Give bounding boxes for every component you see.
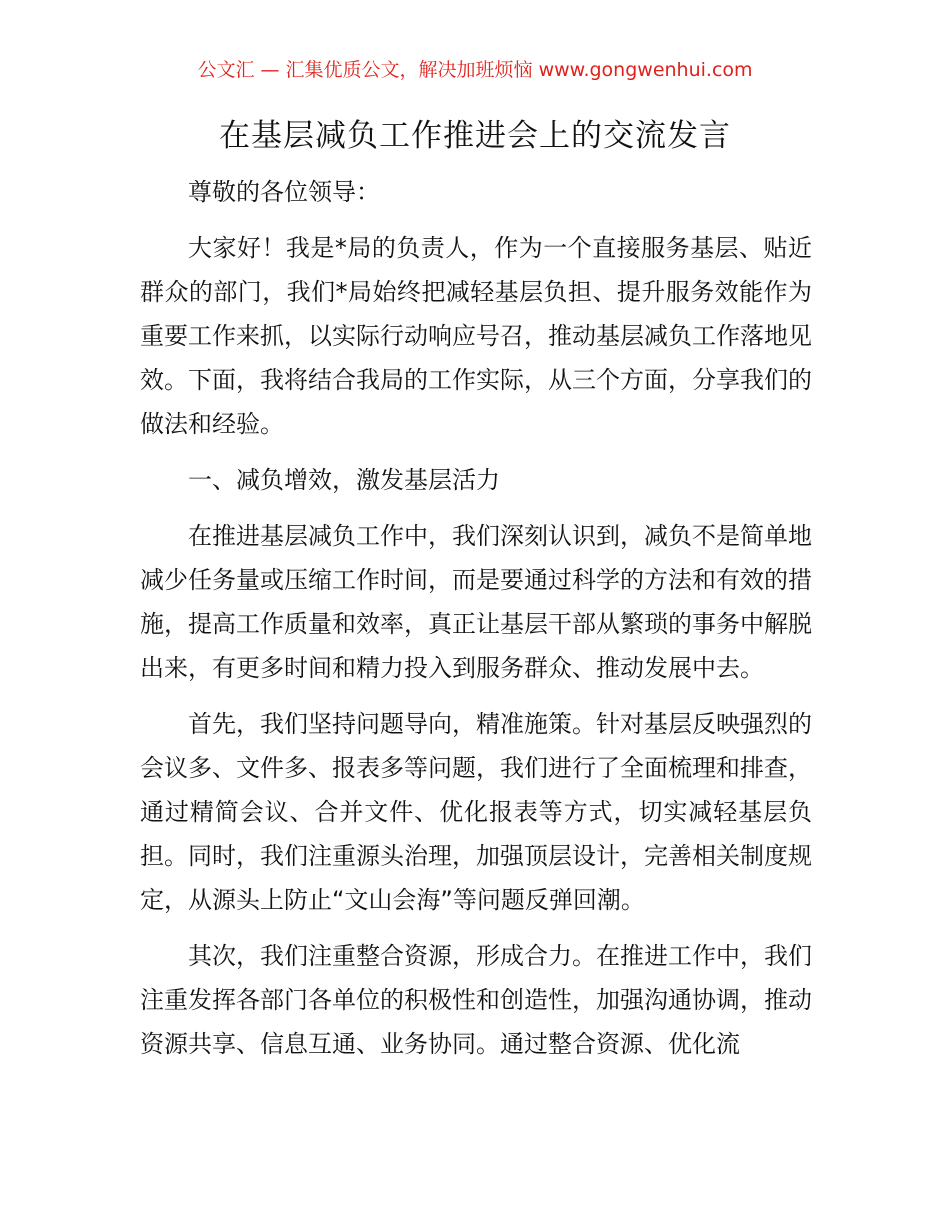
paragraph-opening: 大家好！我是*局的负责人，作为一个直接服务基层、贴近群众的部门，我们*局始终把减轻基层负担、提升服务效能作为重要工作来抓，以实际行动响应号召，推动基层减负工作落地见效。下面，我将结合我局的工作实际，从三个方面，分享我们的做法和经验。 xyxy=(140,234,812,438)
section-heading-1: 一、减负增效，激发基层活力 xyxy=(188,466,500,494)
salutation: 尊敬的各位领导： xyxy=(188,178,380,206)
document-body xyxy=(140,170,812,1078)
paragraph-first-measure: 首先，我们坚持问题导向，精准施策。针对基层反映强烈的会议多、文件多、报表多等问题，我们进行了全面梳理和排查，通过精简会议、合并文件、优化报表等方式，切实减轻基层负担。同时，我们注重源头治理，加强顶层设计，完善相关制度规定，从源头上防止“文山会海”等问题反弹回潮。 xyxy=(140,710,812,914)
paragraph-section-1-intro: 在推进基层减负工作中，我们深刻认识到，减负不是简单地减少任务量或压缩工作时间，而是要通过科学的方法和有效的措施，提高工作质量和效率，真正让基层干部从繁琐的事务中解脱出来，有更多时间和精力投入到服务群众、推动发展中去。 xyxy=(140,522,812,682)
paragraph-second-measure: 其次，我们注重整合资源，形成合力。在推进工作中，我们注重发挥各部门各单位的积极性和创造性，加强沟通协调，推动资源共享、信息互通、业务协同。通过整合资源、优化流 xyxy=(140,942,812,1058)
site-banner: 公文汇 — 汇集优质公文，解决加班烦恼 www.gongwenhui.com xyxy=(197,59,753,81)
document-title: 在基层减负工作推进会上的交流发言 xyxy=(219,118,731,154)
